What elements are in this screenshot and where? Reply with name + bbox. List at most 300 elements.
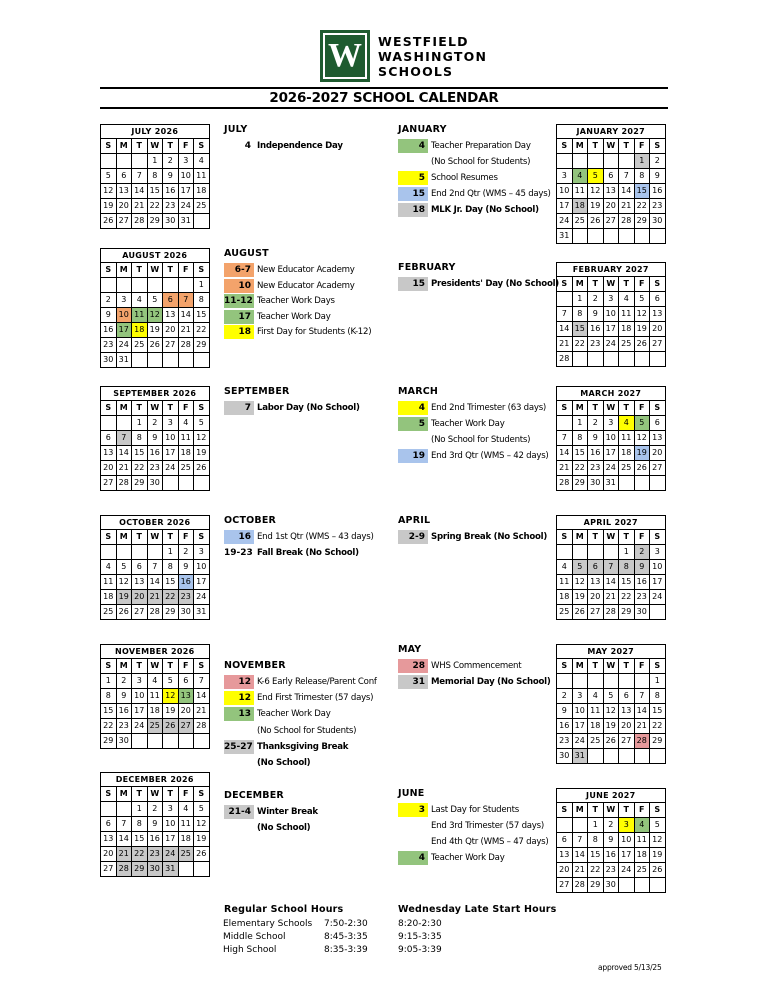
- weekday-header: T: [619, 659, 635, 674]
- event-row: [398, 187, 551, 201]
- day-cell: 24: [194, 590, 210, 605]
- empty-cell: [101, 416, 117, 431]
- day-cell: 6: [178, 674, 194, 689]
- day-cell: 26: [650, 863, 666, 878]
- day-cell: 19: [163, 704, 179, 719]
- empty-cell: [178, 862, 194, 877]
- calendar-4: [100, 515, 210, 620]
- weekday-header: M: [572, 401, 588, 416]
- day-cell: 17: [132, 704, 148, 719]
- day-cell: 22: [572, 461, 588, 476]
- weekday-header: F: [634, 803, 650, 818]
- day-cell: 26: [116, 605, 132, 620]
- event-text: Memorial Day (No School): [431, 677, 551, 688]
- empty-cell: [163, 353, 179, 368]
- day-cell: 14: [178, 308, 194, 323]
- calendar-8: [556, 262, 666, 367]
- day-cell: 28: [634, 734, 650, 749]
- event-text: Labor Day (No School): [257, 403, 360, 413]
- day-cell: 28: [178, 338, 194, 353]
- empty-cell: [116, 416, 132, 431]
- event-date: 16: [224, 530, 254, 544]
- empty-cell: [588, 352, 604, 367]
- day-cell: 5: [147, 293, 163, 308]
- day-cell: 30: [116, 734, 132, 749]
- day-cell: 6: [650, 292, 666, 307]
- day-cell: 2: [101, 293, 117, 308]
- day-cell: 25: [178, 461, 194, 476]
- hours-row: [223, 930, 488, 943]
- hours-table: [223, 917, 488, 956]
- day-cell: 20: [557, 863, 573, 878]
- day-cell: 21: [116, 847, 132, 862]
- empty-cell: [178, 278, 194, 293]
- empty-cell: [132, 734, 148, 749]
- weekday-header: W: [147, 659, 163, 674]
- day-cell: 22: [619, 590, 635, 605]
- day-cell: 2: [634, 545, 650, 560]
- event-date: 4: [398, 851, 428, 865]
- day-cell: 25: [147, 719, 163, 734]
- day-cell: 5: [572, 560, 588, 575]
- empty-cell: [116, 154, 132, 169]
- event-date: 19-23: [224, 547, 253, 558]
- hours-label: Elementary Schools: [223, 918, 313, 929]
- title-rule-top: [100, 87, 668, 89]
- day-cell: 14: [572, 848, 588, 863]
- day-cell: 26: [194, 847, 210, 862]
- day-cell: 11: [194, 169, 210, 184]
- day-cell: 10: [163, 431, 179, 446]
- event-date: 15: [398, 187, 428, 201]
- event-row: [398, 675, 551, 689]
- event-text: (No School for Students): [431, 435, 531, 445]
- event-date: 18: [398, 203, 428, 217]
- event-row: [224, 546, 359, 560]
- day-cell: 5: [603, 689, 619, 704]
- month-title: JUNE 2027: [557, 789, 666, 803]
- weekday-header: W: [603, 659, 619, 674]
- day-cell: 7: [178, 293, 194, 308]
- day-cell: 23: [588, 461, 604, 476]
- day-cell: 9: [101, 308, 117, 323]
- right-month-heading: MARCH: [398, 386, 439, 397]
- day-cell: 10: [572, 704, 588, 719]
- day-cell: 23: [147, 461, 163, 476]
- empty-cell: [178, 353, 194, 368]
- empty-cell: [116, 545, 132, 560]
- day-cell: 21: [132, 199, 148, 214]
- event-row: [398, 277, 559, 291]
- day-cell: 15: [163, 575, 179, 590]
- weekday-header: W: [603, 530, 619, 545]
- event-date: 31: [398, 675, 428, 689]
- day-cell: 20: [132, 590, 148, 605]
- hours-row: [223, 917, 488, 930]
- empty-cell: [572, 674, 588, 689]
- empty-cell: [634, 749, 650, 764]
- weekday-header: S: [557, 659, 573, 674]
- empty-cell: [588, 674, 604, 689]
- day-cell: 16: [588, 322, 604, 337]
- right-month-heading: FEBRUARY: [398, 262, 456, 273]
- event-text: Teacher Work Days: [257, 296, 335, 306]
- day-cell: 19: [194, 446, 210, 461]
- day-cell: 4: [132, 293, 148, 308]
- day-cell: 2: [557, 689, 573, 704]
- day-cell: 9: [650, 169, 666, 184]
- day-cell: 17: [572, 719, 588, 734]
- day-cell: 24: [619, 863, 635, 878]
- empty-cell: [572, 818, 588, 833]
- day-cell: 29: [194, 338, 210, 353]
- event-text: Fall Break (No School): [257, 547, 359, 558]
- weekday-header: S: [194, 787, 210, 802]
- day-cell: 5: [116, 560, 132, 575]
- day-cell: 7: [619, 169, 635, 184]
- day-cell: 11: [557, 575, 573, 590]
- day-cell: 9: [634, 560, 650, 575]
- day-cell: 20: [650, 446, 666, 461]
- weekday-header: S: [650, 277, 666, 292]
- day-cell: 6: [588, 560, 604, 575]
- weekday-header: T: [132, 263, 148, 278]
- event-text: End 3rd Trimester (57 days): [431, 821, 544, 831]
- day-cell: 2: [588, 416, 604, 431]
- month-title: AUGUST 2026: [101, 249, 210, 263]
- day-cell: 29: [650, 734, 666, 749]
- day-cell: 27: [650, 337, 666, 352]
- day-cell: 25: [194, 199, 210, 214]
- weekday-header: T: [163, 263, 179, 278]
- day-cell: 4: [619, 416, 635, 431]
- empty-cell: [147, 545, 163, 560]
- empty-cell: [163, 476, 179, 491]
- day-cell: 10: [178, 169, 194, 184]
- day-cell: 14: [603, 575, 619, 590]
- day-cell: 13: [116, 184, 132, 199]
- day-cell: 23: [603, 863, 619, 878]
- day-cell: 16: [147, 446, 163, 461]
- day-cell: 12: [116, 575, 132, 590]
- day-cell: 9: [147, 431, 163, 446]
- day-cell: 19: [147, 323, 163, 338]
- event-date: [224, 821, 254, 835]
- empty-cell: [132, 154, 148, 169]
- day-cell: 21: [116, 461, 132, 476]
- day-cell: 16: [163, 184, 179, 199]
- calendar-5: [100, 644, 210, 749]
- weekday-header: W: [147, 401, 163, 416]
- month-title: APRIL 2027: [557, 516, 666, 530]
- day-cell: 27: [101, 476, 117, 491]
- weekday-header: T: [163, 401, 179, 416]
- event-text: WHS Commencement: [431, 661, 522, 671]
- weekday-header: S: [650, 401, 666, 416]
- day-cell: 29: [132, 476, 148, 491]
- left-month-heading: AUGUST: [224, 248, 269, 259]
- day-cell: 21: [178, 323, 194, 338]
- day-cell: 29: [588, 878, 604, 893]
- day-cell: 3: [163, 802, 179, 817]
- day-cell: 17: [178, 184, 194, 199]
- event-text: K-6 Early Release/Parent Conf: [257, 677, 377, 687]
- event-row: [398, 835, 549, 849]
- month-title: JANUARY 2027: [557, 125, 666, 139]
- empty-cell: [634, 674, 650, 689]
- month-title: DECEMBER 2026: [101, 773, 210, 787]
- day-cell: 9: [588, 307, 604, 322]
- day-cell: 11: [178, 431, 194, 446]
- day-cell: 1: [132, 416, 148, 431]
- approved-note: approved 5/13/25: [598, 963, 662, 972]
- day-cell: 17: [557, 199, 573, 214]
- day-cell: 25: [132, 338, 148, 353]
- event-date: 12: [224, 691, 254, 705]
- event-row: [398, 530, 547, 544]
- day-cell: 27: [650, 461, 666, 476]
- day-cell: 6: [603, 169, 619, 184]
- day-cell: 6: [650, 416, 666, 431]
- day-cell: 6: [101, 817, 117, 832]
- day-cell: 18: [101, 590, 117, 605]
- event-date: 12: [224, 675, 254, 689]
- event-date: 13: [224, 707, 254, 721]
- day-cell: 13: [557, 848, 573, 863]
- day-cell: 30: [634, 605, 650, 620]
- event-date: 21-4: [224, 805, 254, 819]
- day-cell: 10: [619, 833, 635, 848]
- weekday-header: S: [650, 659, 666, 674]
- day-cell: 17: [116, 323, 132, 338]
- empty-cell: [588, 154, 604, 169]
- day-cell: 30: [101, 353, 117, 368]
- empty-cell: [572, 154, 588, 169]
- day-cell: 4: [572, 169, 588, 184]
- event-text: Thanksgiving Break: [257, 741, 349, 752]
- weekday-header: M: [116, 787, 132, 802]
- day-cell: 12: [163, 689, 179, 704]
- weekday-header: W: [147, 787, 163, 802]
- weekday-header: W: [603, 803, 619, 818]
- day-cell: 18: [178, 446, 194, 461]
- day-cell: 10: [116, 308, 132, 323]
- day-cell: 18: [147, 704, 163, 719]
- calendar-6: [100, 772, 210, 877]
- weekday-header: T: [163, 787, 179, 802]
- weekday-header: S: [101, 401, 117, 416]
- empty-cell: [603, 749, 619, 764]
- empty-cell: [147, 278, 163, 293]
- empty-cell: [650, 476, 666, 491]
- day-cell: 24: [163, 461, 179, 476]
- day-cell: 3: [132, 674, 148, 689]
- day-cell: 6: [116, 169, 132, 184]
- empty-cell: [619, 352, 635, 367]
- day-cell: 8: [572, 307, 588, 322]
- empty-cell: [178, 476, 194, 491]
- day-cell: 2: [588, 292, 604, 307]
- event-row: [398, 819, 544, 833]
- day-cell: 9: [116, 689, 132, 704]
- empty-cell: [634, 229, 650, 244]
- day-cell: 25: [588, 734, 604, 749]
- empty-cell: [572, 545, 588, 560]
- day-cell: 23: [588, 337, 604, 352]
- day-cell: 20: [116, 199, 132, 214]
- weekday-header: F: [634, 530, 650, 545]
- weekday-header: S: [194, 401, 210, 416]
- event-text: Teacher Work Day: [431, 853, 505, 863]
- event-row: [398, 449, 549, 463]
- calendar-12: [556, 788, 666, 893]
- day-cell: 1: [132, 802, 148, 817]
- event-text: Winter Break: [257, 807, 318, 817]
- day-cell: 22: [147, 199, 163, 214]
- day-cell: 12: [194, 431, 210, 446]
- day-cell: 28: [147, 605, 163, 620]
- weekday-header: T: [132, 401, 148, 416]
- day-cell: 30: [147, 862, 163, 877]
- day-cell: 13: [588, 575, 604, 590]
- event-date: 6-7: [224, 263, 254, 277]
- weekday-header: S: [650, 530, 666, 545]
- day-cell: 20: [101, 461, 117, 476]
- day-cell: 24: [603, 337, 619, 352]
- hours-regular: 8:45-3:35: [324, 931, 368, 942]
- day-cell: 15: [634, 184, 650, 199]
- day-cell: 22: [650, 719, 666, 734]
- day-cell: 1: [194, 278, 210, 293]
- day-cell: 26: [101, 214, 117, 229]
- day-cell: 18: [178, 832, 194, 847]
- day-cell: 10: [557, 184, 573, 199]
- day-cell: 17: [194, 575, 210, 590]
- weekday-header: T: [619, 277, 635, 292]
- empty-cell: [572, 352, 588, 367]
- calendar-10: [556, 515, 666, 620]
- day-cell: 9: [178, 560, 194, 575]
- day-cell: 1: [163, 545, 179, 560]
- day-cell: 8: [132, 817, 148, 832]
- district-logo: [320, 30, 487, 82]
- event-row: [224, 310, 331, 324]
- weekday-header: M: [572, 530, 588, 545]
- day-cell: 14: [147, 575, 163, 590]
- empty-cell: [101, 802, 117, 817]
- day-cell: 5: [163, 674, 179, 689]
- event-row: [224, 279, 355, 293]
- day-cell: 8: [588, 833, 604, 848]
- day-cell: 6: [163, 293, 179, 308]
- day-cell: 15: [132, 832, 148, 847]
- day-cell: 16: [650, 184, 666, 199]
- weekday-header: M: [116, 530, 132, 545]
- empty-cell: [557, 416, 573, 431]
- day-cell: 29: [572, 476, 588, 491]
- weekday-header: T: [588, 803, 604, 818]
- day-cell: 10: [603, 431, 619, 446]
- empty-cell: [178, 734, 194, 749]
- day-cell: 23: [178, 590, 194, 605]
- day-cell: 19: [603, 719, 619, 734]
- weekday-header: T: [619, 401, 635, 416]
- day-cell: 22: [572, 337, 588, 352]
- empty-cell: [650, 878, 666, 893]
- day-cell: 4: [557, 560, 573, 575]
- weekday-header: W: [603, 139, 619, 154]
- day-cell: 28: [572, 878, 588, 893]
- day-cell: 19: [101, 199, 117, 214]
- event-date: 5: [398, 171, 428, 185]
- empty-cell: [116, 802, 132, 817]
- day-cell: 20: [603, 199, 619, 214]
- event-row: [224, 401, 360, 415]
- event-text: End 2nd Trimester (63 days): [431, 403, 547, 413]
- day-cell: 24: [132, 719, 148, 734]
- day-cell: 23: [101, 338, 117, 353]
- event-row: [224, 756, 310, 770]
- weekday-header: S: [194, 659, 210, 674]
- event-row: [224, 740, 348, 754]
- event-row: [224, 263, 355, 277]
- event-row: [398, 851, 505, 865]
- calendar-11: [556, 644, 666, 764]
- day-cell: 29: [101, 734, 117, 749]
- day-cell: 23: [557, 734, 573, 749]
- left-month-heading: SEPTEMBER: [224, 386, 290, 397]
- weekday-header: M: [116, 401, 132, 416]
- event-date: 10: [224, 279, 254, 293]
- day-cell: 3: [163, 416, 179, 431]
- day-cell: 7: [634, 689, 650, 704]
- day-cell: 29: [132, 862, 148, 877]
- day-cell: 19: [634, 446, 650, 461]
- empty-cell: [603, 545, 619, 560]
- weekday-header: W: [147, 263, 163, 278]
- event-row: [224, 724, 356, 738]
- day-cell: 30: [147, 476, 163, 491]
- empty-cell: [619, 749, 635, 764]
- day-cell: 23: [634, 590, 650, 605]
- day-cell: 5: [101, 169, 117, 184]
- empty-cell: [194, 476, 210, 491]
- day-cell: 13: [603, 184, 619, 199]
- weekday-header: T: [588, 401, 604, 416]
- weekday-header: T: [588, 659, 604, 674]
- empty-cell: [557, 818, 573, 833]
- weekday-header: T: [588, 277, 604, 292]
- day-cell: 2: [116, 674, 132, 689]
- day-cell: 3: [557, 169, 573, 184]
- day-cell: 1: [572, 416, 588, 431]
- weekday-header: W: [147, 139, 163, 154]
- right-month-heading: JANUARY: [398, 124, 447, 135]
- day-cell: 11: [101, 575, 117, 590]
- weekday-header: T: [163, 139, 179, 154]
- event-text: End 2nd Qtr (WMS – 45 days): [431, 189, 551, 199]
- day-cell: 14: [194, 689, 210, 704]
- day-cell: 24: [163, 847, 179, 862]
- empty-cell: [588, 229, 604, 244]
- day-cell: 28: [619, 214, 635, 229]
- day-cell: 11: [132, 308, 148, 323]
- empty-cell: [194, 214, 210, 229]
- event-text: (No School): [257, 758, 311, 768]
- event-text: (No School for Students): [257, 725, 357, 736]
- empty-cell: [650, 605, 666, 620]
- day-cell: 22: [132, 847, 148, 862]
